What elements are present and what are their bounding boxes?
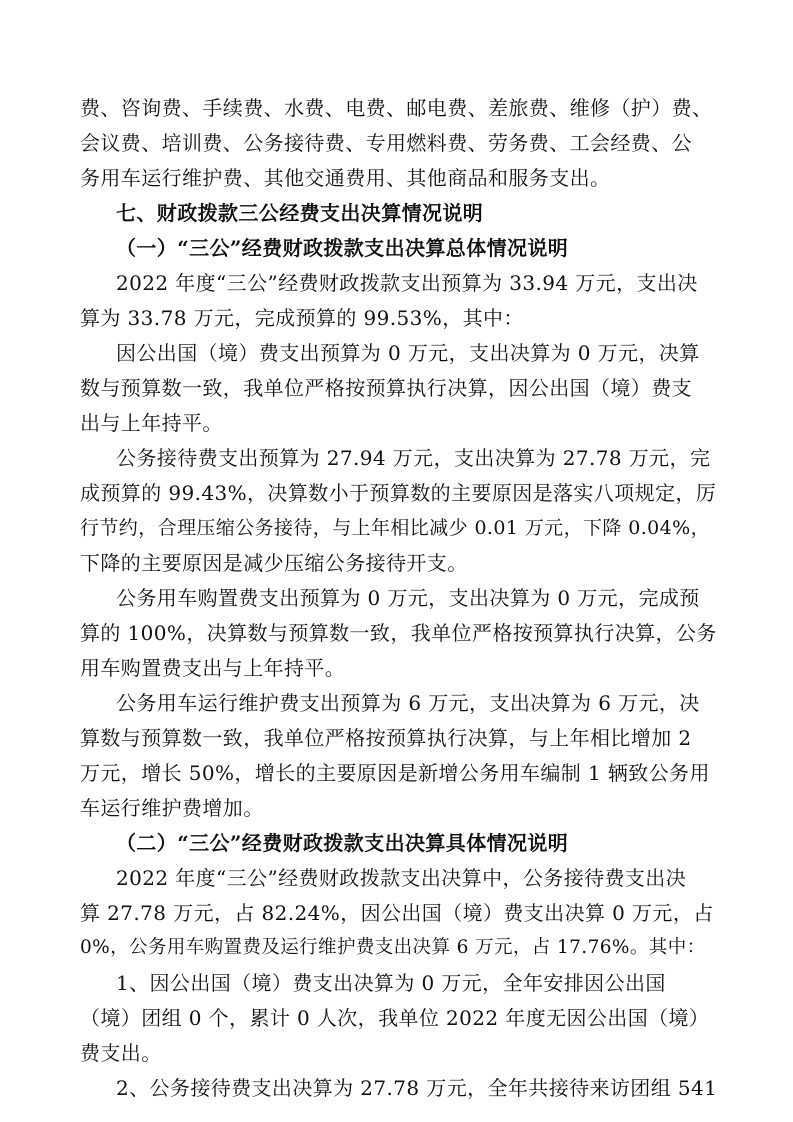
paragraph-line: 行节约，合理压缩公务接待，与上年相比减少 0.01 万元，下降 0.04%， [80,517,710,539]
paragraph-line: （境）团组 0 个，累计 0 人次，我单位 2022 年度无因公出国（境） [80,1006,710,1030]
paragraph-line: 算数与预算数一致，我单位严格按预算执行决算，与上年相比增加 2 [80,726,692,750]
subsection-heading: （一）“三公”经费财政拨款支出决算总体情况说明 [116,236,569,260]
paragraph-line: 数与预算数一致，我单位严格按预算执行决算，因公出国（境）费支 [80,376,692,400]
paragraph-line: 算的 100%，决算数与预算数一致，我单位严格按预算执行决算，公务 [80,621,717,645]
paragraph-line: 2022 年度“三公”经费财政拨款支出预算为 33.94 万元，支出决 [116,271,698,295]
subsection-heading: （二）“三公”经费财政拨款支出决算具体情况说明 [116,831,569,855]
section-heading: 七、财政拨款三公经费支出决算情况说明 [116,201,484,225]
paragraph-line: 万元，增长 50%，增长的主要原因是新增公务用车编制 1 辆致公务用 [80,761,710,785]
paragraph-line: 公务用车购置费支出预算为 0 万元，支出决算为 0 万元，完成预 [116,586,700,610]
paragraph-line: 出与上年持平。 [80,411,223,435]
paragraph-line: 算为 33.78 万元，完成预算的 99.53%，其中： [80,306,524,330]
paragraph-line: 算 27.78 万元，占 82.24%，因公出国（境）费支出决算 0 万元，占 [80,901,714,925]
paragraph-line: 1、因公出国（境）费支出决算为 0 万元，全年安排因公出国 [116,971,666,995]
paragraph-line: 用车购置费支出与上年持平。 [80,656,346,680]
paragraph-line: 公务用车运行维护费支出预算为 6 万元，支出决算为 6 万元，决 [116,691,700,715]
paragraph-line: 公务接待费支出预算为 27.94 万元，支出决算为 27.78 万元，完 [116,446,711,470]
paragraph-line: 2、公务接待费支出决算为 27.78 万元，全年共接待来访团组 541 [116,1076,718,1100]
paragraph-line: 车运行维护费增加。 [80,796,264,820]
paragraph-line: 费支出。 [80,1041,162,1065]
paragraph-line: 费、咨询费、手续费、水费、电费、邮电费、差旅费、维修（护）费、 [80,96,713,120]
paragraph-line: 2022 年度“三公”经费财政拨款支出决算中，公务接待费支出决 [116,866,687,890]
paragraph-line: 会议费、培训费、公务接待费、专用燃料费、劳务费、工会经费、公 [80,131,692,155]
paragraph-line: 务用车运行维护费、其他交通费用、其他商品和服务支出。 [80,166,611,190]
paragraph-line: 成预算的 99.43%，决算数小于预算数的主要原因是落实八项规定，厉 [80,481,717,505]
paragraph-line: 下降的主要原因是减少压缩公务接待开支。 [80,551,468,575]
paragraph-line: 因公出国（境）费支出预算为 0 万元，支出决算为 0 万元，决算 [116,341,700,365]
paragraph-line: 0%，公务用车购置费及运行维护费支出决算 6 万元，占 17.76%。其中： [80,937,706,958]
